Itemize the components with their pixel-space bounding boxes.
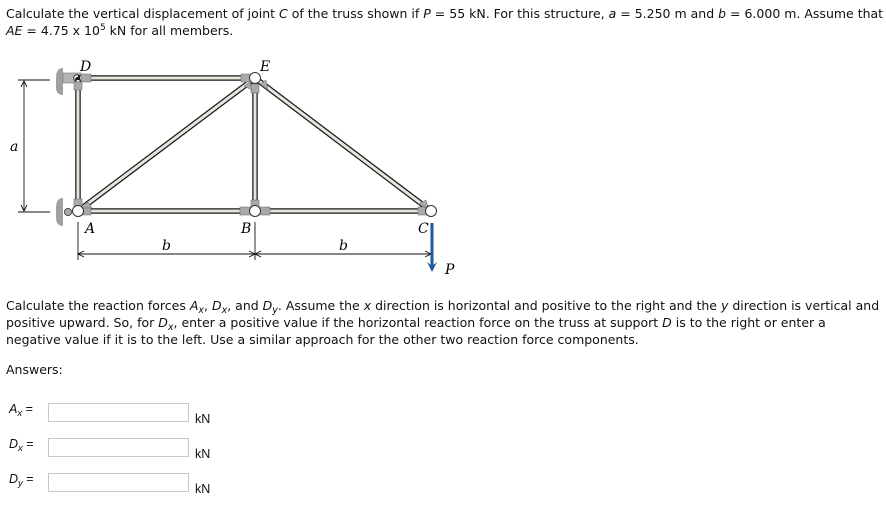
sub: x bbox=[17, 408, 23, 419]
text: direction is horizontal and positive to the right and the bbox=[371, 298, 721, 313]
problem-statement bbox=[6, 5, 886, 39]
text: of the truss shown if bbox=[287, 6, 424, 21]
truss-diagram bbox=[0, 55, 470, 285]
text: Calculate the reaction forces bbox=[6, 298, 190, 313]
Ax-sub: x bbox=[198, 305, 204, 316]
text: , bbox=[204, 298, 212, 313]
label-C: C bbox=[418, 221, 429, 237]
Dy-label bbox=[9, 472, 34, 489]
label-P: P bbox=[445, 262, 455, 278]
dimension-b bbox=[78, 222, 431, 260]
ae-var: AE bbox=[6, 23, 23, 38]
sub: y bbox=[18, 478, 23, 489]
Ax-input[interactable] bbox=[48, 403, 189, 422]
x-var: x bbox=[363, 298, 372, 313]
Dx-sub: x bbox=[221, 305, 228, 316]
Dy-input[interactable] bbox=[48, 473, 189, 492]
dimension-a bbox=[18, 80, 50, 212]
y-var: y bbox=[720, 298, 729, 313]
question-text bbox=[6, 297, 882, 348]
b-value: = 6.000 m. Assume that bbox=[726, 6, 884, 21]
joint-var: C bbox=[279, 6, 288, 21]
joint-E bbox=[250, 73, 261, 84]
Dx-label bbox=[9, 437, 34, 454]
text: Calculate the vertical displacement of joint bbox=[6, 6, 280, 21]
Dx-var: D bbox=[158, 315, 168, 330]
answer-row-Dy bbox=[0, 472, 230, 496]
ae-value: = 4.75 x 10 bbox=[22, 23, 100, 38]
label-b1: b bbox=[162, 238, 171, 254]
var: A bbox=[9, 402, 18, 416]
Dy-var: D bbox=[262, 298, 273, 313]
text: . Assume the bbox=[277, 298, 364, 313]
var: D bbox=[9, 437, 19, 451]
label-B: B bbox=[241, 221, 252, 237]
D-var: D bbox=[662, 315, 672, 330]
b-var: b bbox=[718, 6, 727, 21]
sub: x bbox=[18, 443, 23, 454]
label-A: A bbox=[85, 221, 96, 237]
joint-C bbox=[426, 206, 437, 217]
text: kN for all members. bbox=[105, 23, 234, 38]
Ax-unit: kN bbox=[195, 412, 211, 426]
eq: = bbox=[22, 472, 34, 486]
Ax-var: A bbox=[189, 298, 199, 313]
answer-row-Dx bbox=[0, 437, 230, 461]
support-A bbox=[56, 198, 72, 226]
joint-A bbox=[73, 206, 84, 217]
Dx-sub: x bbox=[167, 322, 174, 333]
text: direction is vertical and positive upward. So, for bbox=[6, 298, 880, 330]
Dy-unit: kN bbox=[195, 482, 211, 496]
a-var: a bbox=[608, 6, 617, 21]
text: is to the right or enter a negative value if it is to the left. Use a similar approach for the other two reaction force components. bbox=[6, 315, 826, 347]
a-value: = 5.250 m and bbox=[616, 6, 719, 21]
label-a: a bbox=[10, 139, 19, 155]
Ax-label bbox=[9, 402, 33, 419]
Dx-input[interactable] bbox=[48, 438, 189, 457]
Dy-sub: y bbox=[272, 305, 278, 316]
label-b2: b bbox=[339, 238, 348, 254]
Dx-var: D bbox=[211, 298, 222, 313]
var: D bbox=[9, 472, 19, 486]
joint-B bbox=[250, 206, 261, 217]
label-D: D bbox=[80, 59, 92, 75]
load-var: P bbox=[423, 6, 431, 21]
Dx-unit: kN bbox=[195, 447, 211, 461]
ae-exponent: 5 bbox=[99, 23, 106, 33]
answer-row-Ax bbox=[0, 402, 230, 426]
label-E: E bbox=[260, 59, 271, 75]
load-value: = 55 kN. For this structure, bbox=[430, 6, 609, 21]
eq: = bbox=[22, 402, 33, 416]
text: , and bbox=[227, 298, 263, 313]
answers-label: Answers: bbox=[6, 362, 63, 377]
text: , enter a positive value if the horizontal reaction force on the truss at support bbox=[173, 315, 663, 330]
eq: = bbox=[22, 437, 34, 451]
